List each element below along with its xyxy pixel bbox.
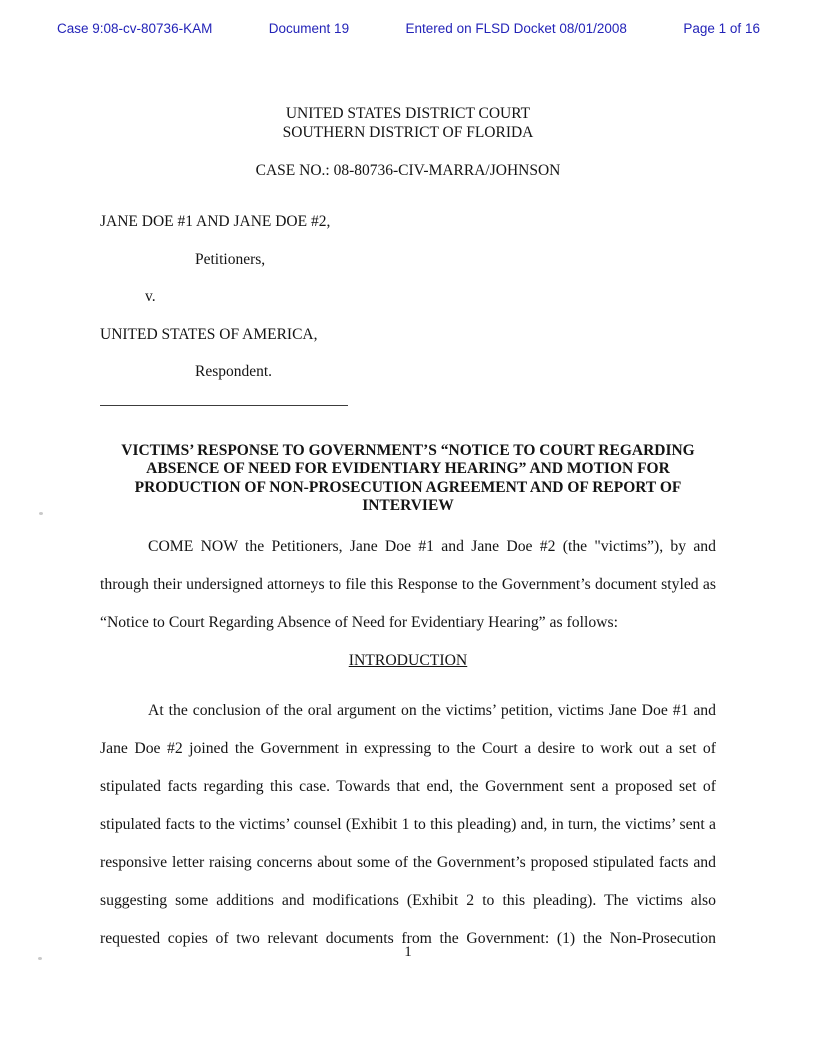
document-title-line: INTERVIEW (362, 497, 454, 514)
case-caption (100, 203, 716, 406)
introduction-heading-text: INTRODUCTION (348, 651, 468, 669)
page-number: 1 (404, 944, 412, 960)
caption-divider-line (100, 405, 348, 406)
scan-artifact (39, 512, 43, 515)
docket-case-number: Case 9:08-cv-80736-KAM (57, 21, 213, 36)
document-title-line: PRODUCTION OF NON-PROSECUTION AGREEMENT AND OF REPORT OF (134, 478, 682, 496)
docket-entered-date: Entered on FLSD Docket 08/01/2008 (405, 21, 627, 36)
docket-page-indicator: Page 1 of 16 (683, 21, 760, 36)
respondent-label: Respondent. (195, 363, 273, 380)
docket-document-number: Document 19 (268, 21, 350, 36)
court-heading (0, 104, 816, 180)
docket-stamp-header (57, 21, 760, 36)
case-number-line: CASE NO.: 08-80736-CIV-MARRA/JOHNSON (255, 162, 561, 179)
petitioners-label: Petitioners, (195, 250, 266, 268)
scan-artifact (38, 957, 42, 960)
introduction-paragraph: At the conclusion of the oral argument on the victims’ petition, victims Jane Doe #1 and Jane Doe #2 joined the Government in expressing to the Court a desire to work out a set of stipulated facts regarding this case. Towards that end, the Government sent a proposed set of stipulated facts to the victims’ counsel (Exhibit 1 to this pleading) and, in turn, the victims’ sent a responsive letter raising concerns about some of the Government’s proposed stipulated facts and suggesting some additions and modifications (Exhibit 2 to this pleading). The victims also requested copies of two relevant documents from the Government: (1) the Non-Prosecution (100, 701, 716, 947)
court-name: UNITED STATES DISTRICT COURT (285, 105, 531, 122)
versus-line: v. (145, 288, 156, 305)
court-district: SOUTHERN DISTRICT OF FLORIDA (282, 124, 534, 141)
opening-paragraph: COME NOW the Petitioners, Jane Doe #1 and Jane Doe #2 (the "victims”), by and through their undersigned attorneys to file this Response to the Government’s document styled as “Notice to Court Regarding Absence of Need for Evidentiary Hearing” as follows: (100, 537, 716, 631)
document-title (88, 442, 728, 516)
respondent-name: UNITED STATES OF AMERICA, (100, 325, 318, 343)
document-title-line: ABSENCE OF NEED FOR EVIDENTIARY HEARING” AND MOTION FOR (146, 460, 670, 477)
introduction-section-heading (100, 642, 716, 680)
petitioners-name: JANE DOE #1 AND JANE DOE #2, (100, 213, 331, 230)
document-title-line: VICTIMS’ RESPONSE TO GOVERNMENT’S “NOTICE TO COURT REGARDING (121, 441, 695, 459)
